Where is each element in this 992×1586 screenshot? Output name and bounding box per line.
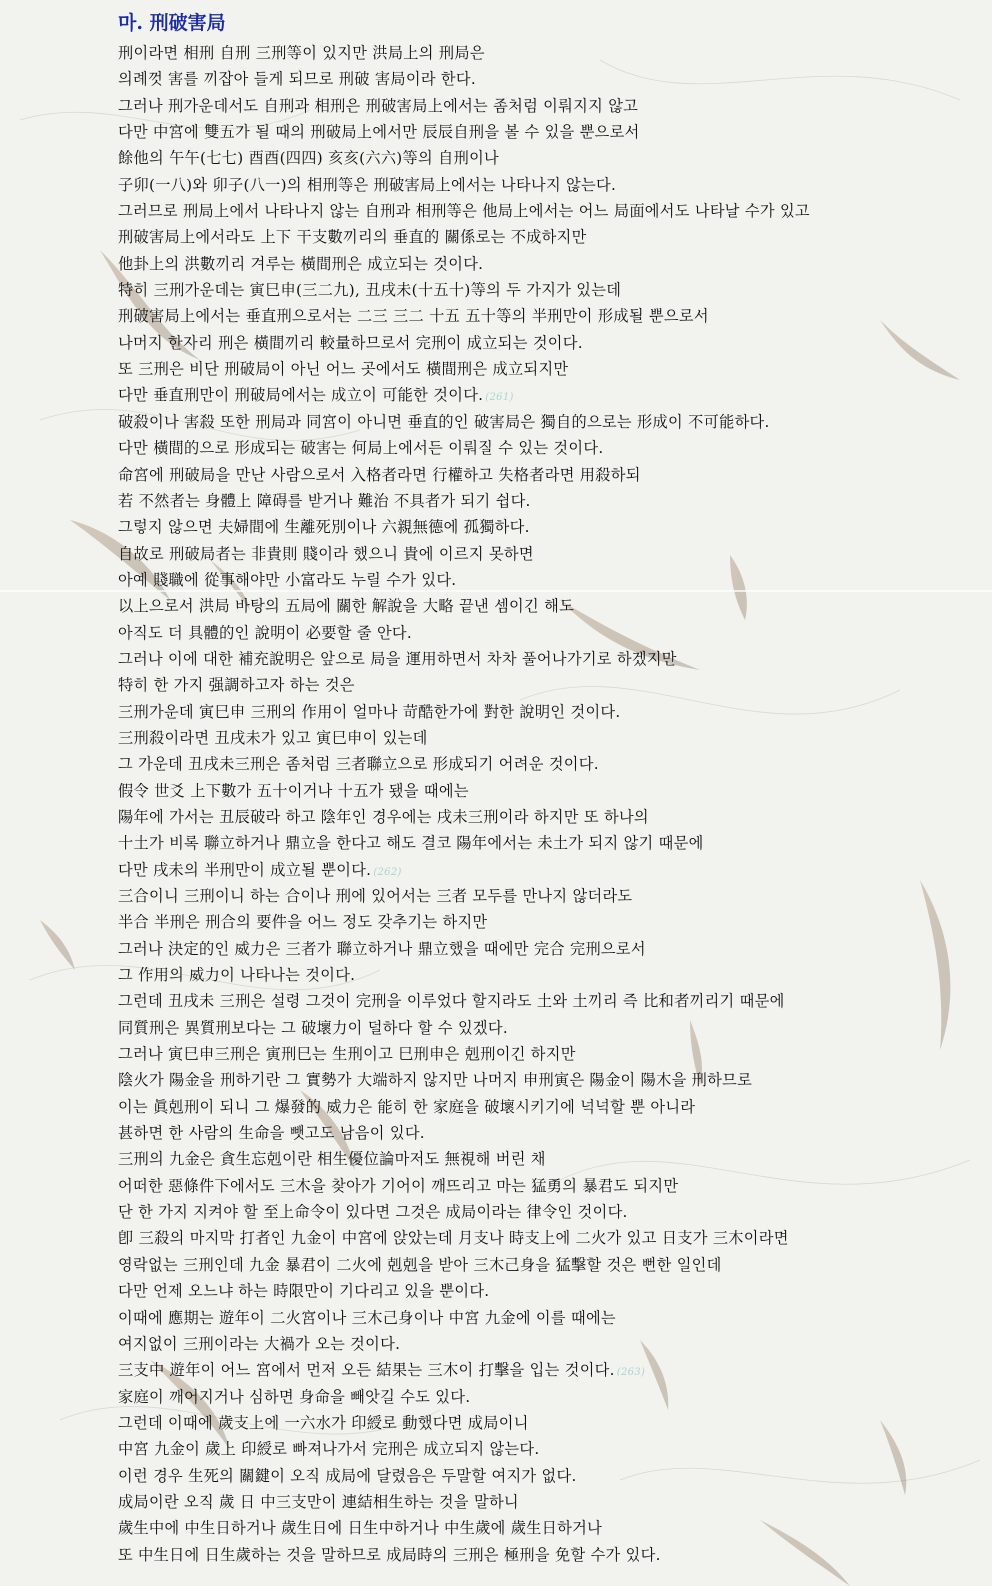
text-line [118,830,978,856]
line-text: 三刑의 九金은 貪生忘剋이란 相生優位論마저도 無視해 버린 채 [118,1150,546,1169]
line-text: 영락없는 三刑인데 九金 暴君이 二火에 剋剋을 받아 三木己身을 猛擊할 것은 뻔한 일인데 [118,1255,722,1274]
text-line [118,119,978,145]
line-text: 이는 眞剋刑이 되니 그 爆發的 威力은 能히 한 家庭을 破壞시키기에 넉넉할 뿐 아니라 [118,1097,696,1116]
text-line [118,356,978,382]
line-text: 그러나 寅巳申三刑은 寅刑巳는 生刑이고 巳刑申은 剋刑이긴 하지만 [118,1045,576,1064]
footnote-marker[interactable]: (263) [616,1367,646,1379]
text-line [118,514,978,540]
line-text: 아직도 더 具體的인 說明이 必要할 줄 안다. [118,623,413,642]
line-text: 다만 戌未의 半刑만이 成立될 뿐이다. [118,860,372,879]
line-text: 三合이니 三刑이니 하는 合이나 刑에 있어서는 三者 모두를 만나지 않더라도 [118,887,633,905]
section-title: 마. 刑破害局 [118,12,226,34]
text-line [118,40,978,66]
line-text: 다만 橫間的으로 形成되는 破害는 何局上에서든 이뤄질 수 있는 것이다. [118,439,604,458]
text-line [118,1384,978,1410]
line-text: 同質刑은 異質刑보다는 그 破壞力이 덜하다 할 수 있겠다. [118,1018,509,1037]
line-text: 刑이라면 相刑 自刑 三刑等이 있지만 洪局上의 刑局은 [118,44,485,62]
text-line [118,936,978,962]
line-text: 의례껏 害를 끼잡아 들게 되므로 刑破 害局이라 한다. [118,70,476,89]
text-line [118,1515,978,1541]
line-text: 破殺이나 害殺 또한 刑局과 同宮이 아니면 垂直的인 破害局은 獨自的으로는 形成이 不可能하다. [118,412,770,431]
text-line [118,567,978,593]
text-line [118,224,978,250]
text-line [118,330,978,356]
text-line [118,1120,978,1146]
line-text: 또 三刑은 비단 刑破局이 아닌 어느 곳에서도 橫間刑은 成立되지만 [118,360,569,379]
text-line [118,488,978,514]
line-text: 그 作用의 威力이 나타나는 것이다. [118,966,356,985]
line-text: 단 한 가지 지켜야 할 至上命令이 있다면 그것은 成局이라는 律令인 것이다. [118,1203,628,1222]
text-line [118,1199,978,1225]
text-line [118,883,978,909]
line-text: 그러나 이에 대한 補充說明은 앞으로 局을 運用하면서 차차 풀어나가기로 하겠지만 [118,649,677,668]
footnote-marker[interactable]: (261) [485,392,514,404]
line-text: 이때에 應期는 遊年이 二火宮이나 三木己身이나 中宮 九金에 이를 때에는 [118,1308,616,1327]
line-text: 刑破害局上에서는 垂直刑으로서는 二三 三二 十五 五十等의 半刑만이 形成될 뿐으로서 [118,307,709,326]
line-text: 十土가 비록 聯立하거나 鼎立을 한다고 해도 결코 陽年에서는 未土가 되지 않기 때문에 [118,834,704,853]
text-line [118,1173,978,1199]
text-line [118,988,978,1014]
line-text: 그런데 丑戌未 三刑은 설령 그것이 完刑을 이루었다 할지라도 土와 土끼리 즉 比和者끼리기 때문에 [118,992,785,1011]
line-text: 特히 한 가지 强調하고자 하는 것은 [118,676,355,695]
text-line [118,1463,978,1489]
line-text: 나머지 한자리 刑은 橫間끼리 較量하므로서 完刑이 成立되는 것이다. [118,333,583,352]
line-text: 半合 半刑은 刑合의 要件을 어느 정도 갖추기는 하지만 [118,913,488,932]
line-text: 그러나 決定的인 威力은 三者가 聯立하거나 鼎立했을 때에만 完合 完刑으로서 [118,939,646,958]
text-line [118,1410,978,1436]
text-line [118,646,978,672]
line-text: 그러므로 刑局上에서 나타나지 않는 自刑과 相刑等은 他局上에서는 어느 局面에서도 나타날 수가 있고 [118,202,810,221]
text-line [118,699,978,725]
line-text: 歲生中에 中生日하거나 歲生日에 日生中하거나 中生歲에 歲生日하거나 [118,1519,603,1538]
line-text: 自故로 刑破局者는 非貴則 賤이라 했으니 貴에 이르지 못하면 [118,544,534,563]
text-line [118,1436,978,1462]
text-line [118,93,978,119]
text-line [118,1094,978,1120]
text-line [118,909,978,935]
text-line [118,172,978,198]
line-text: 子卯(一八)와 卯子(八一)의 相刑等은 刑破害局上에서는 나타나지 않는다. [118,175,617,194]
text-line [118,1146,978,1172]
line-text: 그 가운데 丑戌未三刑은 좀처럼 三者聯立으로 形成되기 어려운 것이다. [118,755,599,774]
text-line [118,620,978,646]
line-text: 三刑殺이라면 丑戌未가 있고 寅巳申이 있는데 [118,728,428,747]
line-text: 特히 三刑가운데는 寅巳申(三二九), 丑戌未(十五十)等의 두 가지가 있는데 [118,281,622,300]
text-line [118,277,978,303]
text-line [118,593,978,619]
line-text: 아예 賤職에 從事해야만 小富라도 누릴 수가 있다. [118,570,457,589]
text-line [118,251,978,277]
line-text: 陰火가 陽金을 刑하기란 그 實勢가 大端하지 않지만 나머지 申刑寅은 陽金이 陽木을 刑하므로 [118,1071,753,1090]
text-line [118,1331,978,1357]
line-text: 陽年에 가서는 丑辰破라 하고 陰年인 경우에는 戌未三刑이라 하지만 또 하나의 [118,807,649,826]
text-line [118,962,978,988]
text-line [118,66,978,92]
line-text: 他卦上의 洪數끼리 겨루는 橫間刑은 成立되는 것이다. [118,254,484,273]
text-line [118,1542,978,1568]
text-line [118,1252,978,1278]
line-text: 三支中 遊年이 어느 宮에서 먼저 오든 結果는 三木이 打擊을 입는 것이다. [118,1361,615,1380]
text-line [118,145,978,171]
line-text: 以上으로서 洪局 바탕의 五局에 關한 解說을 大略 끝낸 셈이긴 해도 [118,597,575,616]
text-line [118,198,978,224]
line-text: 卽 三殺의 마지막 打者인 九金이 中宮에 앉았는데 月支나 時支上에 二火가 있고 日支가 三木이라면 [118,1229,789,1248]
line-text: 다만 垂直刑만이 刑破局에서는 成立이 可能한 것이다. [118,386,484,405]
text-line [118,462,978,488]
text-line [118,1357,978,1383]
line-text: 命宮에 刑破局을 만난 사람으로서 入格者라면 行權하고 失格者라면 用殺하되 [118,465,641,484]
line-text: 그러나 刑가운데서도 自刑과 相刑은 刑破害局上에서는 좀처럼 이뤄지지 않고 [118,96,639,115]
text-line [118,1278,978,1304]
text-line [118,672,978,698]
line-text: 다만 中宮에 雙五가 될 때의 刑破局上에서만 辰辰自刑을 볼 수 있을 뿐으로서 [118,123,640,142]
text-line [118,778,978,804]
line-text: 또 中生日에 日生歲하는 것을 말하므로 成局時의 三刑은 極刑을 免할 수가 있다. [118,1545,661,1564]
line-text: 다만 언제 오느냐 하는 時限만이 기다리고 있을 뿐이다. [118,1282,490,1301]
text-line [118,1041,978,1067]
text-line [118,541,978,567]
line-text: 若 不然者는 身體上 障碍를 받거나 難治 不具者가 되기 쉽다. [118,491,531,510]
text-line [118,382,978,408]
text-line [118,435,978,461]
text-line [118,857,978,883]
line-text: 甚하면 한 사람의 生命을 뺏고도 남음이 있다. [118,1124,425,1143]
text-line [118,804,978,830]
line-text: 이런 경우 生死의 關鍵이 오직 成局에 달렸음은 두말할 여지가 없다. [118,1466,577,1485]
text-line [118,1015,978,1041]
text-line [118,1305,978,1331]
line-text: 假令 世爻 上下數가 五十이거나 十五가 됐을 때에는 [118,781,469,800]
line-text: 三刑가운데 寅巳申 三刑의 作用이 얼마나 苛酷한가에 對한 說明인 것이다. [118,702,621,721]
line-text: 그런데 이때에 歲支上에 一六水가 印綬로 動했다면 成局이니 [118,1413,529,1432]
text-line [118,1225,978,1251]
text-line [118,725,978,751]
document-body [118,8,978,1568]
line-text: 刑破害局上에서라도 上下 干支數끼리의 垂直的 關係로는 不成하지만 [118,228,587,247]
line-text: 成局이란 오직 歲 日 中三支만이 連結相生하는 것을 말하니 [118,1492,519,1511]
line-text: 家庭이 깨어지거나 심하면 身命을 빼앗길 수도 있다. [118,1387,471,1406]
text-line [118,751,978,777]
line-text: 어떠한 惡條件下에서도 三木을 찾아가 기어이 깨뜨리고 마는 猛勇의 暴君도 되지만 [118,1176,679,1195]
paragraph-lines [118,40,978,1568]
footnote-marker[interactable]: (262) [373,866,402,878]
line-text: 餘他의 午午(七七) 酉酉(四四) 亥亥(六六)等의 自刑이나 [118,149,500,168]
text-line [118,409,978,435]
line-text: 그렇지 않으면 夫婦間에 生離死別이나 六親無德에 孤獨하다. [118,518,530,537]
text-line [118,1489,978,1515]
line-text: 여지없이 三刑이라는 大禍가 오는 것이다. [118,1334,401,1353]
text-line [118,1067,978,1093]
text-line [118,303,978,329]
line-text: 中宮 九金이 歲上 印綬로 빠져나가서 完刑은 成立되지 않는다. [118,1440,540,1459]
